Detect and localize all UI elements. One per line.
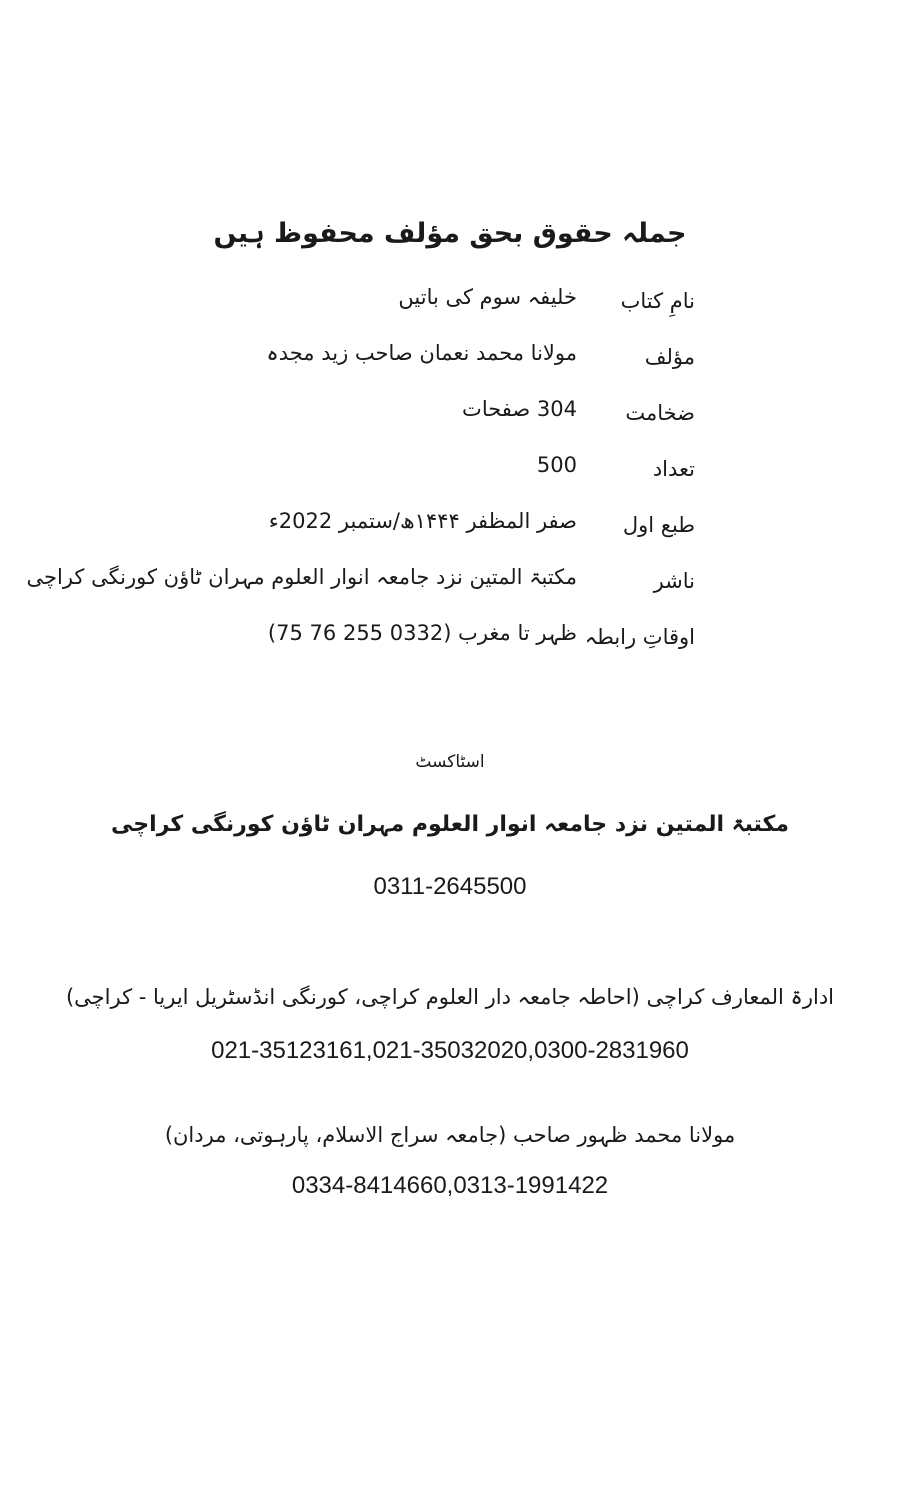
detail-value: ظہر تا مغرب (0332 255 76 75)	[267, 621, 577, 645]
detail-value: 304 صفحات	[462, 397, 577, 421]
stockist-phone: 0311-2645500	[373, 873, 527, 900]
distributor-name: مولانا محمد ظہور صاحب (جامعہ سراج الاسلام، پارہوتی، مردان)	[164, 1123, 736, 1147]
detail-label: ناشر	[653, 569, 695, 593]
detail-row-contact-hours	[205, 621, 695, 677]
detail-label: تعداد	[652, 457, 695, 481]
stockist-label: اسٹاکسٹ	[415, 752, 485, 772]
detail-label: نامِ کتاب	[620, 289, 695, 313]
detail-value: مولانا محمد نعمان صاحب زید مجدہ	[266, 341, 577, 365]
detail-row-book-name	[205, 285, 695, 341]
book-details	[26, 285, 695, 677]
distributor-phone: 0334-8414660,0313-1991422	[291, 1172, 609, 1199]
detail-value: صفر المظفر ۱۴۴۴ھ/ستمبر 2022ء	[268, 509, 577, 533]
stockist-name: مکتبۃ المتین نزد جامعہ انوار العلوم مہران ٹاؤن کورنگی کراچی	[111, 812, 789, 837]
detail-label: اوقاتِ رابطہ	[584, 625, 695, 649]
detail-row-author	[205, 341, 695, 397]
detail-row-publisher	[26, 565, 695, 621]
distributor-phone: 021-35123161,021-35032020,0300-2831960	[211, 1037, 689, 1064]
detail-row-quantity	[205, 453, 695, 509]
copyright-heading: جملہ حقوق بحق مؤلف محفوظ ہیں	[213, 218, 687, 249]
detail-value: 500	[536, 453, 577, 477]
detail-value: مکتبۃ المتین نزد جامعہ انوار العلوم مہران ٹاؤن کورنگی کراچی	[26, 565, 577, 589]
detail-value: خلیفہ سوم کی باتیں	[398, 285, 577, 309]
detail-row-pages	[205, 397, 695, 453]
distributor-name: ادارۃ المعارف کراچی (احاطہ جامعہ دار العلوم کراچی، کورنگی انڈسٹریل ایریا - کراچی)	[65, 985, 835, 1009]
detail-label: ضخامت	[625, 401, 695, 425]
detail-label: طبع اول	[622, 513, 695, 537]
detail-row-first-edition	[205, 509, 695, 565]
detail-label: مؤلف	[644, 345, 695, 369]
